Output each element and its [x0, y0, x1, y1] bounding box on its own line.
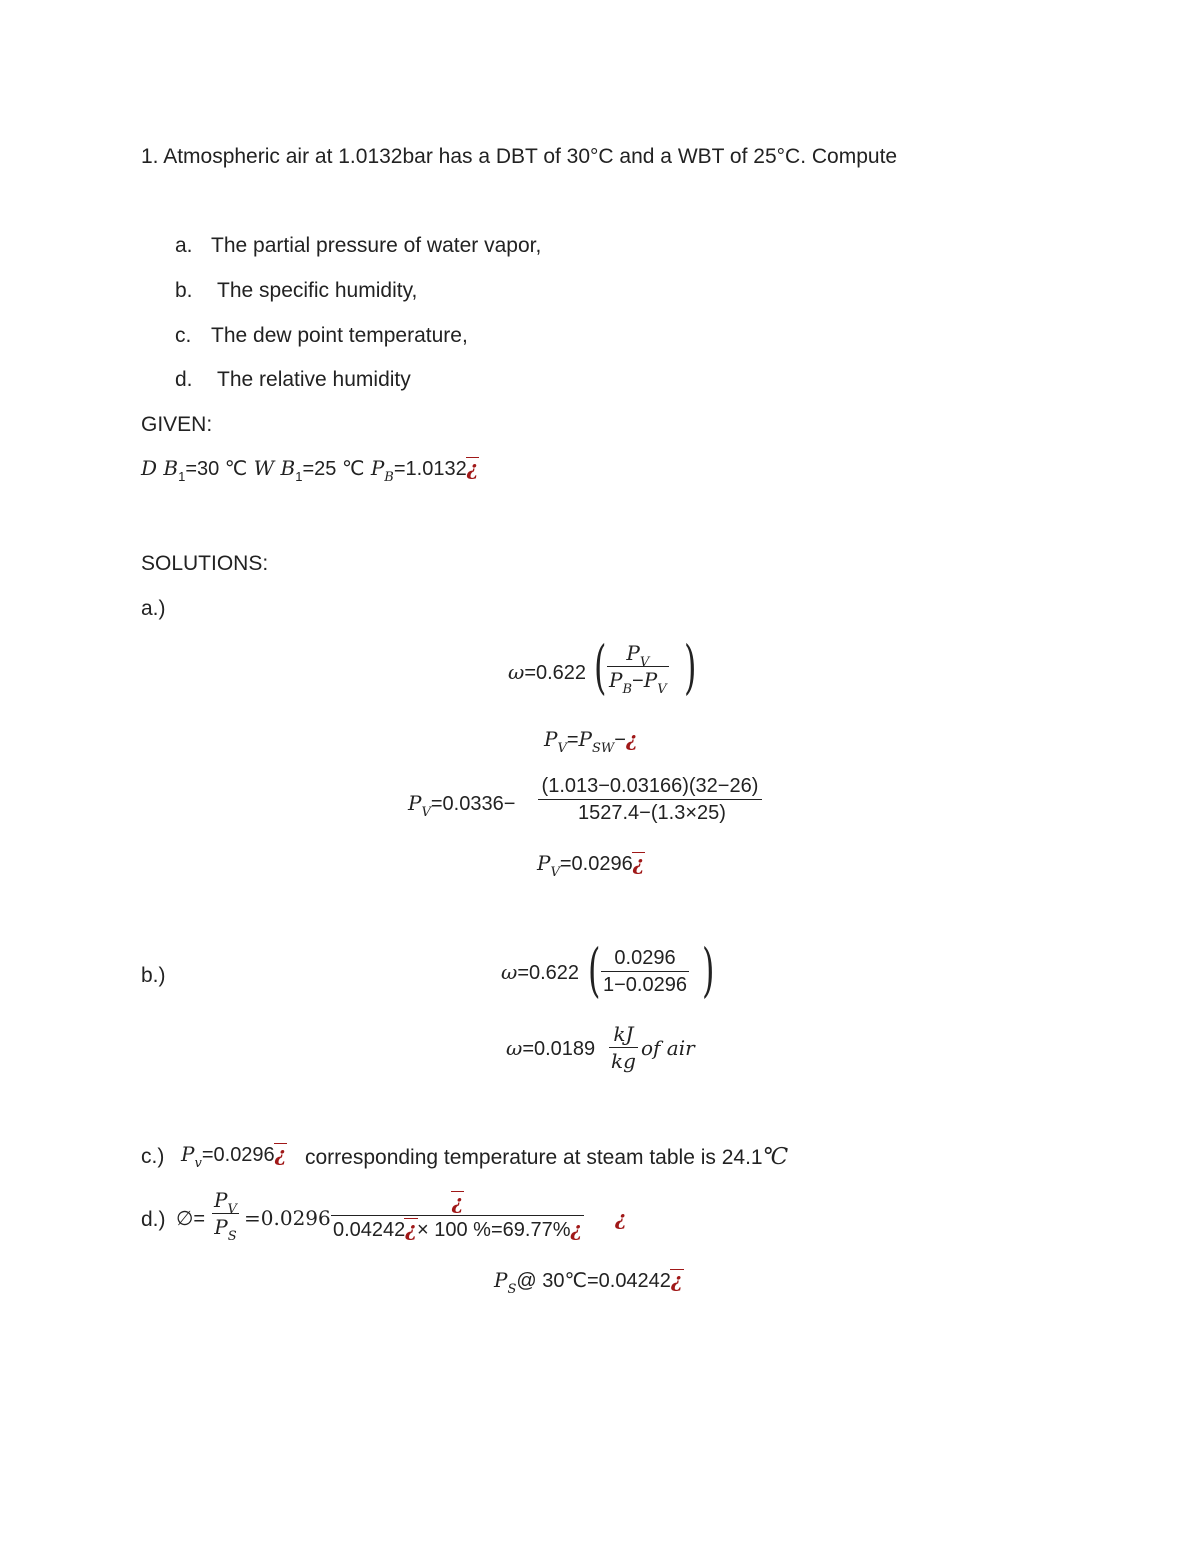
- fraction-denominator: 0.04242¿× 100 %=69.77%¿: [333, 1217, 583, 1241]
- fraction-numerator: $P_V$: [626, 641, 650, 670]
- fraction-numerator: (1.013−0.03166)(32−26): [541, 775, 759, 797]
- fraction-denominator: $P_B-P_V$: [609, 668, 667, 697]
- fraction-denominator: 1527.4−(1.3×25): [538, 799, 762, 823]
- placeholder-glyph: ¿: [670, 1268, 683, 1292]
- pv-substitution-lhs: $P_V=0.0336-$: [408, 791, 516, 820]
- part-a-text: The partial pressure of water vapor,: [211, 234, 542, 257]
- fraction-numerator: 0.0296: [614, 947, 676, 969]
- solution-c-label: c.): [141, 1145, 165, 1168]
- fraction-denominator: 1−0.0296: [601, 971, 689, 995]
- placeholder-glyph: ¿: [632, 851, 645, 875]
- fraction-numerator: [331, 1192, 584, 1215]
- trailing-placeholder: [615, 1208, 627, 1228]
- relative-humidity-fraction: [331, 1192, 584, 1240]
- pv-psw-equation: $P_V=P_{SW}-¿$: [544, 727, 638, 756]
- part-d-text: The relative humidity: [217, 368, 411, 391]
- unit-fraction: [609, 1024, 638, 1071]
- placeholder-glyph: ¿: [570, 1217, 583, 1241]
- solution-c-equation: $P_v=0.0296¿$: [181, 1142, 287, 1171]
- unit-denominator: kg: [611, 1049, 636, 1073]
- part-b-letter: b.: [175, 279, 193, 302]
- fraction-denominator: $P_S$: [212, 1213, 239, 1237]
- solution-b-label: b.): [141, 964, 166, 987]
- part-b-text: The specific humidity,: [217, 279, 418, 302]
- given-equation: D $B_1=30$ ℃ W $B_1=25$ ℃ $P_B=1.0132¿$: [141, 456, 479, 485]
- given-heading: GIVEN:: [141, 413, 213, 436]
- fraction-numerator: $P_V$: [214, 1188, 237, 1217]
- part-c-text: The dew point temperature,: [211, 324, 468, 347]
- pv-result: $P_V=0.0296¿$: [537, 851, 645, 880]
- pv-over-ps-fraction: [212, 1188, 239, 1244]
- omega-result-lhs: ω=0.0189: [506, 1036, 596, 1060]
- solution-c-text: corresponding temperature at steam table is 24.1℃: [305, 1144, 789, 1170]
- placeholder-glyph: ¿: [615, 1206, 627, 1230]
- placeholder-glyph: ¿: [274, 1142, 287, 1166]
- part-a-letter: a.: [175, 234, 193, 257]
- omega-substitution-lhs: ω=0.622: [501, 960, 580, 984]
- omega-fraction: [607, 641, 669, 697]
- placeholder-glyph: ¿: [405, 1217, 418, 1241]
- placeholder-glyph: ¿: [625, 727, 638, 751]
- part-c-letter: c.: [175, 324, 192, 347]
- placeholder-glyph: ¿: [451, 1190, 464, 1214]
- omega-formula-lhs: ω=0.622: [508, 660, 587, 684]
- relative-humidity-value: =0.0296: [244, 1206, 331, 1230]
- omega-substitution-fraction: [601, 948, 689, 995]
- solution-a-label: a.): [141, 597, 166, 620]
- left-paren: (: [594, 633, 607, 701]
- left-paren: (: [588, 936, 601, 1004]
- ps-at-30c: $P_S@$ 30℃=0.04242¿: [494, 1268, 683, 1297]
- solution-d-label: d.): [141, 1208, 166, 1231]
- right-paren: ): [684, 633, 697, 701]
- right-paren: ): [702, 936, 715, 1004]
- placeholder-glyph: ¿: [466, 456, 479, 480]
- problem-statement: 1. Atmospheric air at 1.0132bar has a DBT of 30°C and a WBT of 25°C. Compute: [141, 145, 898, 168]
- pv-substitution-fraction: [538, 776, 762, 823]
- part-d-letter: d.: [175, 368, 193, 391]
- phi-symbol: ∅=: [176, 1208, 206, 1230]
- unit-tail: of air: [641, 1036, 695, 1060]
- solutions-heading: SOLUTIONS:: [141, 552, 269, 575]
- unit-numerator: kJ: [613, 1022, 634, 1046]
